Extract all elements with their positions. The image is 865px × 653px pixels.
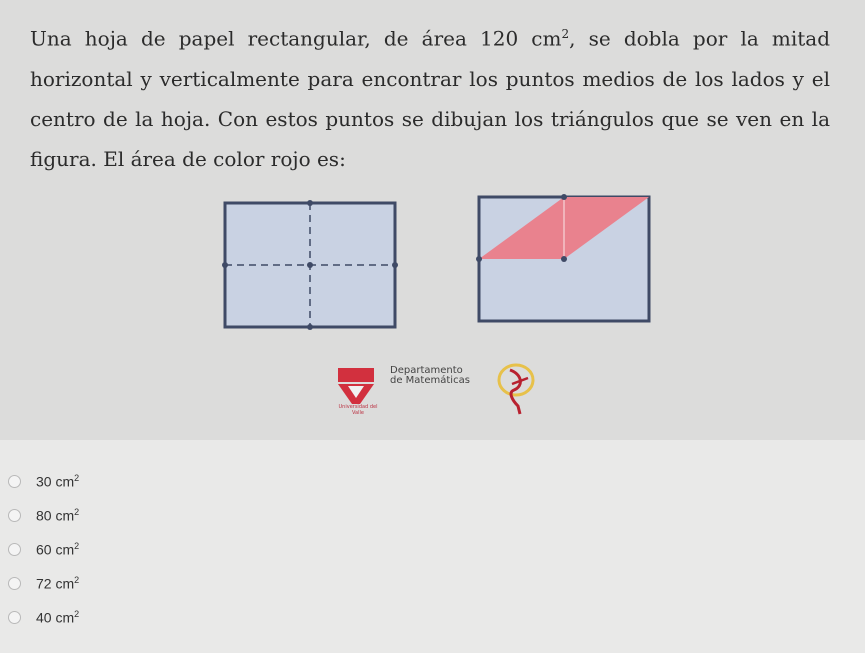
math-swirl-icon — [494, 360, 538, 416]
radio-button[interactable] — [8, 543, 21, 556]
option-label: 72 $cm^2$ — [36, 574, 80, 592]
option-label: 30 $cm^2$ — [36, 472, 80, 490]
option-60[interactable] — [8, 532, 79, 566]
university-emblem-icon — [334, 366, 378, 406]
question-text-end: , se dobla por la mitad horizontal y verticalmente para encontrar los puntos medios de los lados y el centro de la hoja. Con estos puntos se dibujan los triángulos que se ven en la figura. El área de color rojo es: — [30, 26, 831, 171]
department-name — [390, 366, 470, 386]
radio-button[interactable] — [8, 577, 21, 590]
red-area-figure — [472, 190, 656, 326]
center-point — [561, 256, 567, 262]
right-midpoint — [392, 262, 398, 268]
radio-button[interactable] — [8, 611, 21, 624]
left-midpoint — [476, 256, 482, 262]
option-40[interactable] — [8, 600, 79, 634]
option-80[interactable] — [8, 498, 79, 532]
department-line-2: de Matemáticas — [390, 375, 470, 386]
question-exponent: 2 — [561, 27, 570, 41]
answer-options — [8, 464, 79, 634]
question-text-start: Una hoja de papel rectangular, de área 120 cm — [30, 26, 562, 51]
option-label: 40 $cm^2$ — [36, 608, 80, 626]
department-logo — [334, 360, 544, 420]
center-point — [307, 262, 313, 268]
top-midpoint — [561, 194, 567, 200]
bottom-midpoint — [307, 324, 313, 330]
left-midpoint — [222, 262, 228, 268]
radio-button[interactable] — [8, 509, 21, 522]
top-midpoint — [307, 200, 313, 206]
department-line-1: Departamento — [390, 365, 463, 376]
option-30[interactable] — [8, 464, 79, 498]
option-label: 60 $cm^2$ — [36, 540, 80, 558]
folded-sheet-figure — [218, 196, 404, 334]
university-name: Universidad del Valle — [338, 404, 378, 416]
option-label: 80 $cm^2$ — [36, 506, 80, 524]
question-text — [30, 14, 830, 179]
option-72[interactable] — [8, 566, 79, 600]
radio-button[interactable] — [8, 475, 21, 488]
